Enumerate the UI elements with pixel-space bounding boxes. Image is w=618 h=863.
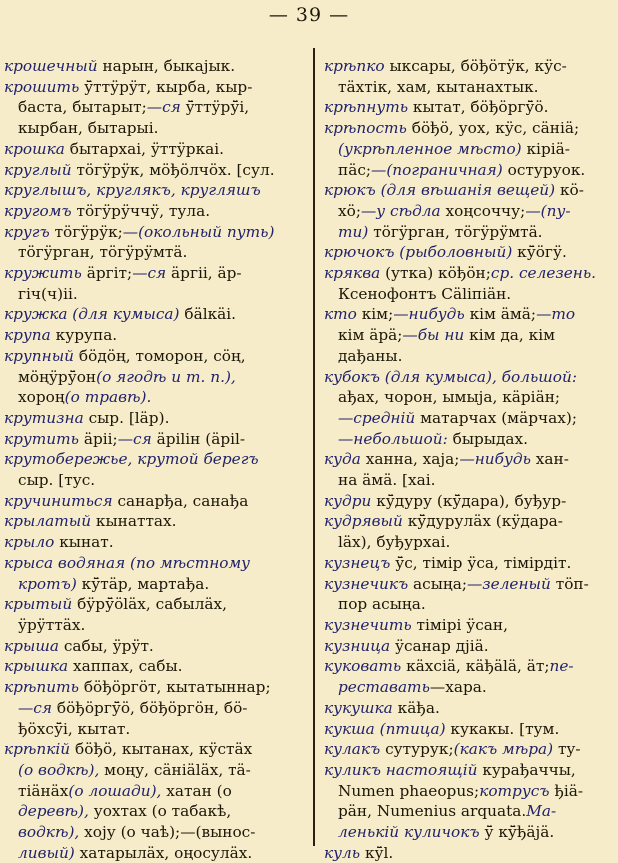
headword: —бы ни xyxy=(402,326,465,345)
definition: ађах, чорон, ымыја, кӓрiӓн; xyxy=(338,388,561,407)
definition: (утка) кӧђӧн; xyxy=(380,264,491,283)
headword: круглышъ, круглякъ, кругляшъ xyxy=(4,181,261,200)
headword: крутить xyxy=(4,429,79,448)
headword: крѣпить xyxy=(4,678,79,697)
headword: круглый xyxy=(4,160,72,179)
dictionary-line xyxy=(4,677,300,698)
headword: —нибудь xyxy=(459,450,531,469)
headword: —ся xyxy=(132,264,167,283)
dictionary-line xyxy=(4,760,300,781)
headword: кругомъ xyxy=(4,201,72,220)
dictionary-line xyxy=(324,449,614,470)
dictionary-line xyxy=(4,491,300,512)
definition: тiӓнӓх xyxy=(18,781,69,800)
definition: бытархаi, ӱттӱркаi. xyxy=(64,139,225,158)
dictionary-line xyxy=(324,367,614,388)
definition: бырыдах. xyxy=(447,429,528,448)
headword: ливый) xyxy=(18,843,75,862)
definition: уохтах (о табакѣ, xyxy=(88,802,232,821)
headword: кукша (птица) xyxy=(324,719,446,738)
dictionary-line xyxy=(4,242,300,263)
dictionary-line xyxy=(324,180,614,201)
headword: кудри xyxy=(324,491,372,510)
definition: на ӓмӓ. [хаi. xyxy=(338,471,436,490)
headword: крутобережье, крутой берегъ xyxy=(4,450,259,469)
definition: тӧгӱрган, тӧгӱрӱмтӓ. xyxy=(368,222,543,241)
definition: хоңсоччу; xyxy=(440,201,526,220)
dictionary-line xyxy=(324,636,614,657)
definition: мӧңӱрӱ̄он xyxy=(18,367,97,386)
headword: крючокъ (рыболовный) xyxy=(324,243,513,262)
headword: (о ягодѣ и т. п.), xyxy=(96,367,236,386)
definition: кӓхсiӓ, кӓђӓlӓ, ӓт; xyxy=(401,657,550,676)
right-column xyxy=(324,56,614,863)
headword: пе- xyxy=(549,657,574,676)
definition: хороң xyxy=(18,388,65,407)
dictionary-line xyxy=(324,532,614,553)
definition: рӓн, Numenius arquata. xyxy=(338,802,527,821)
definition: бӧдӧң, томорон, сӧң, xyxy=(74,346,246,365)
left-column xyxy=(4,56,300,863)
headword: крошка xyxy=(4,139,65,158)
dictionary-line xyxy=(4,532,300,553)
definition: lӓх), буђурхаi. xyxy=(338,533,451,552)
dictionary-line xyxy=(4,56,300,77)
dictionary-line xyxy=(324,801,614,822)
dictionary-line xyxy=(324,719,614,740)
definition: кiм ӓмӓ; xyxy=(464,305,537,324)
dictionary-line xyxy=(324,594,614,615)
headword: (о лошади), xyxy=(68,781,162,800)
dictionary-line xyxy=(4,822,300,843)
definition: кiм; xyxy=(356,305,394,324)
definition: Numen phaeopus; xyxy=(338,781,480,800)
dictionary-line xyxy=(324,760,614,781)
definition: хоју (о чаѣ);—(вынос- xyxy=(79,823,256,842)
definition: ӱ̄ кӱ̄ђӓјӓ. xyxy=(479,823,555,842)
headword: ср. селезень. xyxy=(490,264,597,283)
headword: кузница xyxy=(324,636,391,655)
dictionary-line xyxy=(324,656,614,677)
definition: тӧгӱрӱччӱ, тула. xyxy=(71,201,211,220)
definition: сабы, ӱрӱт. xyxy=(59,636,154,655)
definition: санарђа, санађа xyxy=(112,491,249,510)
dictionary-line xyxy=(4,387,300,408)
definition: сыр. [тус. xyxy=(18,471,96,490)
dictionary-line xyxy=(4,449,300,470)
dictionary-line xyxy=(4,739,300,760)
definition: тӧп- xyxy=(550,574,589,593)
dictionary-line xyxy=(324,263,614,284)
dictionary-line xyxy=(324,222,614,243)
definition: бӧђӧ, уох, кӱс, сӓнiӓ; xyxy=(406,119,580,138)
definition: кукакы. [тум. xyxy=(445,719,560,738)
headword: кругъ xyxy=(4,222,50,241)
dictionary-line xyxy=(324,160,614,181)
dictionary-line xyxy=(4,222,300,243)
headword: крѣпнуть xyxy=(324,98,409,117)
definition: матарчах (мӓрчах); xyxy=(415,408,577,427)
definition: кынат. xyxy=(54,533,114,552)
headword: реставать xyxy=(338,678,430,697)
definition: пор асыңа. xyxy=(338,595,426,614)
headword: кто xyxy=(324,305,357,324)
headword: крышка xyxy=(4,657,69,676)
headword: кудрявый xyxy=(324,512,403,531)
definition: кынаттах. xyxy=(91,512,177,531)
dictionary-line xyxy=(4,470,300,491)
definition: ӓргiт; xyxy=(81,264,133,283)
dictionary-line xyxy=(4,118,300,139)
page-number: — 39 — xyxy=(268,4,350,26)
dictionary-line xyxy=(4,843,300,863)
dictionary-line xyxy=(4,263,300,284)
dictionary-line xyxy=(4,594,300,615)
dictionary-line xyxy=(324,739,614,760)
headword: —то xyxy=(536,305,576,324)
definition: кӱ̄l. xyxy=(360,843,394,862)
definition: ту- xyxy=(553,740,581,759)
column-divider xyxy=(313,48,315,846)
definition: кӱ̄тӓр, мартађа. xyxy=(76,574,210,593)
headword: —(пу- xyxy=(525,201,571,220)
dictionary-line xyxy=(324,615,614,636)
headword: крылатый xyxy=(4,512,92,531)
headword: куликъ настоящій xyxy=(324,760,478,779)
headword: крюкъ (для вѣшанія вещей) xyxy=(324,181,556,200)
dictionary-line xyxy=(324,491,614,512)
headword: кузнецъ xyxy=(324,553,391,572)
definition: кiрiӓ- xyxy=(521,139,570,158)
definition: ӱ̄ттӱрӱт, кырба, кыр- xyxy=(79,77,253,96)
dictionary-line xyxy=(324,201,614,222)
definition: ӓрiliн (ӓрil- xyxy=(151,429,246,448)
dictionary-line xyxy=(4,781,300,802)
dictionary-line xyxy=(4,304,300,325)
definition: тӓхтiк, хам, кытанахтык. xyxy=(338,77,539,96)
headword: деревѣ), xyxy=(18,802,89,821)
dictionary-line xyxy=(4,511,300,532)
headword: кружка (для кумыса) xyxy=(4,305,180,324)
dictionary-line xyxy=(4,408,300,429)
dictionary-line xyxy=(324,677,614,698)
dictionary-line xyxy=(4,160,300,181)
definition: тӧгӱрӱк; xyxy=(49,222,123,241)
headword: —ся xyxy=(146,98,181,117)
headword: кузнечикъ xyxy=(324,574,409,593)
definition: бӧђӧргӧт, кытатыннар; xyxy=(78,678,271,697)
headword: —зеленый xyxy=(467,574,551,593)
definition: курађаччы, xyxy=(477,760,576,779)
headword: кротъ) xyxy=(18,574,77,593)
definition: кытат, бӧђӧргӱ̄ӧ. xyxy=(408,98,549,117)
headword: —у сѣдла xyxy=(361,201,441,220)
dictionary-line xyxy=(324,97,614,118)
definition: кӱ̄дуру (кӱ̄дара), буђур- xyxy=(371,491,567,510)
definition: ӱсанар дјiӓ. xyxy=(390,636,489,655)
headword: крѣпость xyxy=(324,119,407,138)
dictionary-line xyxy=(324,781,614,802)
dictionary-line xyxy=(4,139,300,160)
definition: хатан (о xyxy=(161,781,232,800)
definition: баста, бытарыт; xyxy=(18,98,147,117)
definition: ӱ̄ттӱрӱ̄i, xyxy=(180,98,250,117)
headword: крыло xyxy=(4,533,55,552)
dictionary-line xyxy=(4,801,300,822)
headword: крыса водяная (по мѣстному xyxy=(4,553,251,572)
dictionary-line xyxy=(4,719,300,740)
headword: крѣпко xyxy=(324,57,385,75)
headword: —ся xyxy=(117,429,152,448)
definition: пӓс; xyxy=(338,160,372,179)
dictionary-line xyxy=(4,346,300,367)
definition: сутурук; xyxy=(380,740,454,759)
definition: кiм да, кiм xyxy=(464,326,555,345)
dictionary-line xyxy=(324,387,614,408)
definition: дађаны. xyxy=(338,346,403,365)
headword: (о травѣ). xyxy=(64,388,152,407)
definition: кӱ̄ӧгӱ. xyxy=(512,243,567,262)
definition: тiмiрi ӱсан, xyxy=(411,615,508,634)
dictionary-line xyxy=(4,698,300,719)
headword: кубокъ (для кумыса), большой: xyxy=(324,367,577,386)
dictionary-line xyxy=(324,284,614,305)
dictionary-line xyxy=(4,429,300,450)
definition: ӱ̄с, тiмiр ӱса, тiмiрдiт. xyxy=(390,553,572,572)
headword: (какъ мѣра) xyxy=(453,740,554,759)
headword: кряква xyxy=(324,264,381,283)
definition: хан- xyxy=(530,450,569,469)
headword: крупа xyxy=(4,326,51,345)
definition: асыңа; xyxy=(408,574,467,593)
headword: крошить xyxy=(4,77,80,96)
definition: моңу, сӓнiӓlӓх, тӓ- xyxy=(99,760,251,779)
headword: (о водкѣ), xyxy=(18,760,100,779)
dictionary-line xyxy=(4,180,300,201)
definition: хӧ; xyxy=(338,201,361,220)
definition: тӧгӱрган, тӧгӱрӱмтӓ. xyxy=(18,243,188,262)
dictionary-line xyxy=(324,77,614,98)
definition: ханна, хаја; xyxy=(360,450,460,469)
dictionary-line xyxy=(324,553,614,574)
dictionary-line xyxy=(4,636,300,657)
dictionary-line xyxy=(324,346,614,367)
definition: кiм ӓрӓ; xyxy=(338,326,403,345)
headword: куда xyxy=(324,450,361,469)
dictionary-line xyxy=(4,97,300,118)
definition: бӓlкӓi. xyxy=(179,305,237,324)
definition: ыксары, бӧђӧтӱк, кӱс- xyxy=(384,57,567,75)
definition: тӧгӱрӱк, мӧђӧлчӧх. [сул. xyxy=(71,160,275,179)
dictionary-line xyxy=(4,201,300,222)
definition: кырбан, бытарыi. xyxy=(18,119,159,138)
dictionary-line xyxy=(324,408,614,429)
dictionary-line xyxy=(324,574,614,595)
headword: —средній xyxy=(338,408,416,427)
dictionary-line xyxy=(4,553,300,574)
headword: —ся xyxy=(18,698,52,717)
dictionary-line xyxy=(324,304,614,325)
definition: кӓђа. xyxy=(392,698,440,717)
headword: ленькій куличокъ xyxy=(338,823,480,842)
dictionary-line xyxy=(4,325,300,346)
definition: гiч(ч)ii. xyxy=(18,284,78,303)
dictionary-line xyxy=(4,77,300,98)
headword: крошечный xyxy=(4,57,98,75)
dictionary-line xyxy=(324,470,614,491)
dictionary-line xyxy=(324,118,614,139)
dictionary-line xyxy=(324,698,614,719)
definition: сыр. [lӓр). xyxy=(83,408,170,427)
headword: кулакъ xyxy=(324,740,381,759)
definition: бӧђӧргӱ̄ӧ, бӧђӧргӧн, бӧ- xyxy=(52,698,248,717)
headword: кузнечить xyxy=(324,615,412,634)
headword: крытый xyxy=(4,595,73,614)
definition: хаппах, сабы. xyxy=(68,657,183,676)
dictionary-line xyxy=(4,284,300,305)
headword: —нибудь xyxy=(393,305,465,324)
headword: куковать xyxy=(324,657,402,676)
dictionary-line xyxy=(324,56,614,77)
headword: крупный xyxy=(4,346,75,365)
dictionary-line xyxy=(324,325,614,346)
headword: кукушка xyxy=(324,698,393,717)
headword: крутизна xyxy=(4,408,84,427)
definition: хатарылӓх, оңосулӓх. xyxy=(74,843,253,862)
headword: —(пограничная) xyxy=(371,160,503,179)
definition: ӓрii; xyxy=(79,429,118,448)
definition: остуруок. xyxy=(502,160,586,179)
definition: —хара. xyxy=(429,678,487,697)
dictionary-line xyxy=(4,656,300,677)
headword: Ма- xyxy=(526,802,557,821)
dictionary-line xyxy=(4,615,300,636)
dictionary-line xyxy=(4,367,300,388)
definition: ђӧхсӱ̄i, кытат. xyxy=(18,719,131,738)
dictionary-line xyxy=(324,139,614,160)
headword: (укрѣпленное мѣсто) xyxy=(338,139,522,158)
headword: ти) xyxy=(338,222,369,241)
dictionary-line xyxy=(324,429,614,450)
headword: крыша xyxy=(4,636,59,655)
definition: ӱрӱттӓх. xyxy=(18,615,86,634)
headword: кружить xyxy=(4,264,82,283)
definition: Ксенофонтъ Сӓliпiӓн. xyxy=(338,284,512,303)
definition: бӱрӱ̄ӧlӓх, сабылӓх, xyxy=(72,595,228,614)
definition: нарын, быкајык. xyxy=(97,57,236,75)
headword: —небольшой: xyxy=(338,429,448,448)
definition: кӱ̄дурулӓх (кӱдара- xyxy=(402,512,563,531)
headword: —(окольный путь) xyxy=(122,222,275,241)
headword: водкѣ), xyxy=(18,823,80,842)
headword: кручиниться xyxy=(4,491,113,510)
dictionary-line xyxy=(324,822,614,843)
headword: котрусъ xyxy=(479,781,550,800)
headword: крѣпкій xyxy=(4,740,71,759)
definition: ӓргii, ӓр- xyxy=(166,264,242,283)
dictionary-line xyxy=(324,511,614,532)
definition: бӧђӧ, кытанах, кӱстӓх xyxy=(70,740,253,759)
headword: куль xyxy=(324,843,361,862)
dictionary-line xyxy=(324,242,614,263)
dictionary-line xyxy=(4,574,300,595)
dictionary-line xyxy=(324,843,614,863)
definition: кӧ- xyxy=(555,181,584,200)
definition: курупа. xyxy=(50,326,118,345)
definition: ђiӓ- xyxy=(549,781,584,800)
